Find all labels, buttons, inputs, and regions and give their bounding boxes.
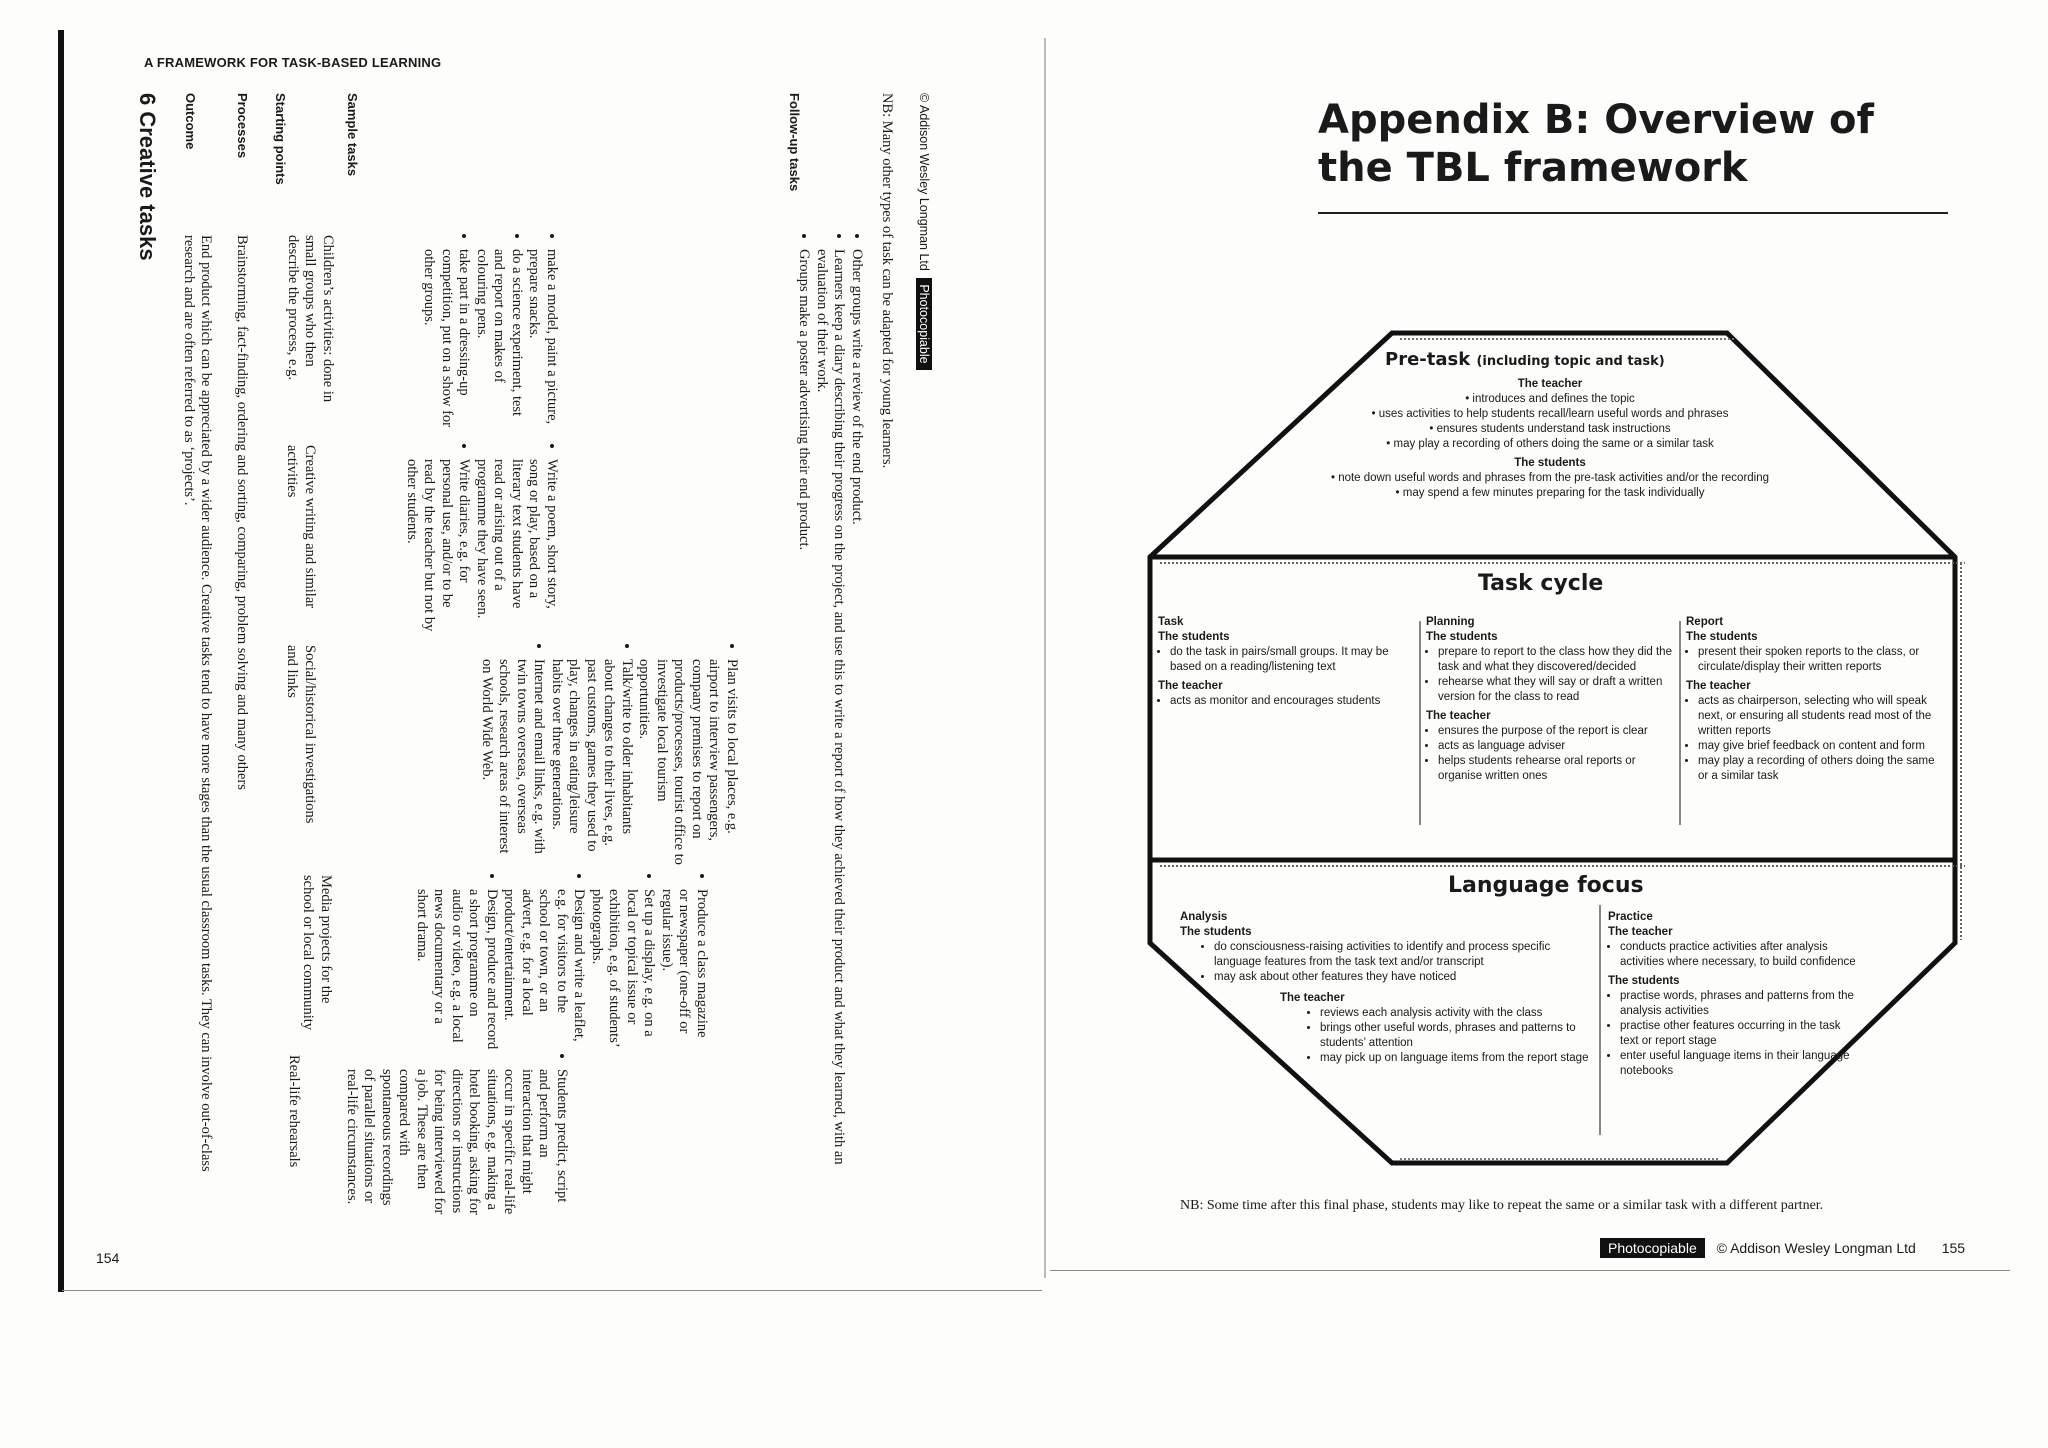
- planning-heading: Planning: [1426, 616, 1475, 628]
- section-title: 6 Creative tasks: [135, 93, 160, 261]
- planning-students-item: • rehearse what they will say or draft a written version for the class to read: [1438, 675, 1676, 705]
- practice-students-item: • practise other features occurring in the task text or report stage: [1620, 1019, 1858, 1049]
- analysis-teacher-item: • brings other useful words, phrases and patterns to students’ attention: [1320, 1021, 1592, 1051]
- practice-heading: Practice: [1608, 911, 1653, 923]
- follow-up-label: Follow-up tasks: [787, 93, 802, 192]
- sample-item: • Set up a display, e.g. on a local or topical issue or exhibition, e.g. of students’ photographs.: [588, 889, 658, 1050]
- page-spine: [1044, 38, 1046, 1278]
- practice-column: [1608, 910, 1858, 1079]
- planning-students-item: • prepare to report to the class how they did the task and what they discovered/decided: [1438, 645, 1676, 675]
- practice-teacher-heading: The teacher: [1608, 926, 1673, 938]
- analysis-students-item: • may ask about other features they have noticed: [1214, 970, 1592, 985]
- analysis-students-heading: The students: [1180, 926, 1252, 938]
- analysis-students-item: • do consciousness-raising activities to identify and process specific language features from the task text and/or transcript: [1214, 940, 1592, 970]
- sample-item: • Design, produce and record a short programme on audio or video, e.g. a local news documentary or a short drama.: [413, 889, 501, 1050]
- report-teacher-item: • may play a recording of others doing the same or a similar task: [1698, 754, 1941, 784]
- sample-item: • Internet and email links, e.g. with twin towns overseas, overseas schools, research areas of interest on World Wide Web.: [478, 659, 548, 865]
- page-number-right: 155: [1941, 1240, 1966, 1256]
- copyright-left: [916, 93, 932, 370]
- starting-point-2: Creative writing and similar activities: [284, 445, 318, 609]
- photocopiable-badge: Photocopiable: [1600, 1238, 1705, 1258]
- pretask-teacher-item: • introduces and defines the topic: [1465, 393, 1635, 405]
- pretask-title-main: Pre-task: [1385, 349, 1471, 370]
- nb-note-right: NB: Some time after this final phase, students may like to repeat the same or a similar task with a different partner.: [1180, 1198, 1824, 1213]
- sample-item: • Produce a class magazine or newspaper (one-off or regular issue).: [658, 889, 711, 1050]
- task-students-item: • do the task in pairs/small groups. It may be based on a reading/listening text: [1170, 645, 1413, 675]
- starting-point-3: Social/historical investigations and links: [284, 645, 318, 824]
- appendix-title: [1318, 96, 1918, 192]
- report-students-heading: The students: [1686, 631, 1758, 643]
- report-heading: Report: [1686, 616, 1724, 628]
- task-teacher-item: • acts as monitor and encourages students: [1170, 694, 1413, 709]
- processes-label: Processes: [235, 93, 250, 159]
- copyright-text: © Addison Wesley Longman Ltd: [917, 93, 931, 271]
- sample-tasks-label: Sample tasks: [345, 93, 360, 177]
- analysis-heading: Analysis: [1180, 911, 1228, 923]
- langfocus-title: Language focus: [1448, 873, 1644, 898]
- report-teacher-item: • acts as chairperson, selecting who will speak next, or ensuring all students read most of the written reports: [1698, 694, 1941, 739]
- pretask-body: [1230, 377, 1870, 501]
- copyright-text: © Addison Wesley Longman Ltd: [1716, 1240, 1916, 1256]
- scan-line: [62, 1290, 1042, 1291]
- task-column: [1158, 615, 1413, 709]
- page-number-left: 154: [96, 1250, 120, 1266]
- practice-students-item: • enter useful language items in their language notebooks: [1620, 1049, 1858, 1079]
- sample-col-5: [343, 1055, 571, 1220]
- starting-point-1: Children’s activities: done in small groups who then describe the process, e.g.: [285, 235, 336, 403]
- practice-students-heading: The students: [1608, 975, 1680, 987]
- pretask-title: [1385, 349, 1665, 370]
- sample-item: • Write a poem, short story, song or play, based on a literary text students have read or arising out of a programme they have seen.: [473, 459, 561, 635]
- report-teacher-item: • may give brief feedback on content and form: [1698, 739, 1941, 754]
- starting-point-5: Real-life rehearsals: [286, 1055, 302, 1168]
- planning-teacher-item: • ensures the purpose of the report is clear: [1438, 724, 1676, 739]
- tbl-framework-diagram: [1130, 325, 1970, 1170]
- planning-teacher-heading: The teacher: [1426, 710, 1491, 722]
- practice-teacher-item: • conducts practice activities after analysis activities where necessary, to build confidence: [1620, 940, 1858, 970]
- pretask-teacher-heading: The teacher: [1517, 378, 1583, 390]
- running-header: A FRAMEWORK FOR TASK-BASED LEARNING: [144, 55, 442, 70]
- analysis-teacher-heading: The teacher: [1280, 992, 1345, 1004]
- sample-col-1: [420, 235, 560, 435]
- nb-note-left: NB: Many other types of task can be adapted for young learners.: [879, 93, 895, 469]
- title-rule: [1318, 212, 1948, 214]
- outcome-label: Outcome: [183, 93, 198, 150]
- report-students-item: • present their spoken reports to the class, or circulate/display their written reports: [1698, 645, 1941, 675]
- pretask-subtitle: (including topic and task): [1476, 354, 1665, 369]
- sample-col-4: [413, 875, 711, 1050]
- sample-item: • Write diaries, e.g. for personal use, and/or to be read by the teacher but not by other students.: [403, 459, 473, 635]
- task-students-heading: The students: [1158, 631, 1230, 643]
- follow-up-item: • Learners keep a diary describing their progress on the project, and use this to write a report of how they achieved their product and what they learned, with an evaluation of their work.: [813, 249, 848, 1215]
- photocopiable-badge: Photocopiable: [916, 278, 932, 369]
- pretask-teacher-item: • may play a recording of others doing the same or a similar task: [1386, 438, 1714, 450]
- rotated-page-content: [120, 93, 1040, 1223]
- appendix-title-line-2: the TBL framework: [1318, 145, 1748, 191]
- pretask-teacher-item: • uses activities to help students recall/learn useful words and phrases: [1371, 408, 1729, 420]
- task-teacher-heading: The teacher: [1158, 680, 1223, 692]
- sample-item: • take part in a dressing-up competition, put on a show for other groups.: [420, 249, 473, 435]
- planning-column: [1426, 615, 1676, 784]
- footer-right: [1600, 1240, 1965, 1256]
- analysis-column: [1180, 910, 1592, 1066]
- sample-item: • Plan visits to local places, e.g. airport to interview passengers, company premises to report on products/processes, tourist office to investigate local tourism opportunities.: [635, 659, 740, 865]
- pretask-students-heading: The students: [1514, 457, 1586, 469]
- outcome-text: End product which can be appreciated by a wider audience. Creative tasks tend to have more stages than the usual classroom tasks. They can involve out-of-class research and are often referred to as ‘projects’.: [181, 235, 214, 1172]
- taskcycle-title: Task cycle: [1478, 571, 1604, 596]
- sample-col-3: [478, 645, 741, 865]
- pretask-students-item: • note down useful words and phrases from the pre-task activities and/or the recording: [1330, 472, 1770, 484]
- analysis-teacher-item: • reviews each analysis activity with the class: [1320, 1006, 1592, 1021]
- sample-item: • do a science experiment, test and report on makes of colouring pens.: [473, 249, 526, 435]
- analysis-teacher-item: • may pick up on language items from the report stage: [1320, 1051, 1592, 1066]
- planning-students-heading: The students: [1426, 631, 1498, 643]
- follow-up-item: • Other groups write a review of the end product.: [848, 249, 866, 1215]
- pretask-students-item: • may spend a few minutes preparing for the task individually: [1395, 487, 1705, 499]
- sample-item: • Students predict, script and perform an interaction that might occur in specific real-life situations, e.g. making a hotel booking, asking for directions or instructions for being interviewed for a job. These are then compared with spontaneous recordings of parallel situations or real-life circumstances.: [343, 1069, 571, 1220]
- starting-points-label: Starting points: [273, 93, 288, 185]
- practice-students-item: • practise words, phrases and patterns from the analysis activities: [1620, 989, 1858, 1019]
- sample-item: • Talk/write to older inhabitants about changes to their lives, e.g. past customs, games they used to play, changes in eating/leisure habits over three generations.: [548, 659, 636, 865]
- follow-up-item: • Groups make a poster advertising their end product.: [795, 249, 813, 1215]
- follow-up-list: [795, 235, 865, 1215]
- appendix-title-line-1: Appendix B: Overview of: [1318, 97, 1874, 143]
- task-heading: Task: [1158, 616, 1184, 628]
- sample-col-2: [403, 445, 561, 635]
- pretask-teacher-item: • ensures students understand task instructions: [1429, 423, 1671, 435]
- planning-teacher-item: • acts as language adviser: [1438, 739, 1676, 754]
- planning-teacher-item: • helps students rehearse oral reports or organise written ones: [1438, 754, 1676, 784]
- scan-edge-bar: [58, 30, 64, 1292]
- scan-line: [1050, 1270, 2010, 1271]
- sample-item: • Design and write a leaflet, e.g. for visitors to the school or town, or an advert, e.g. for a local product/entertainment.: [500, 889, 588, 1050]
- processes-text: Brainstorming, fact-finding, ordering and sorting, comparing, problem solving and many others: [234, 235, 250, 790]
- sample-item: • make a model, paint a picture, prepare snacks.: [525, 249, 560, 435]
- report-column: [1686, 615, 1941, 784]
- starting-point-4: Media projects for the school or local community: [300, 875, 334, 1031]
- report-teacher-heading: The teacher: [1686, 680, 1751, 692]
